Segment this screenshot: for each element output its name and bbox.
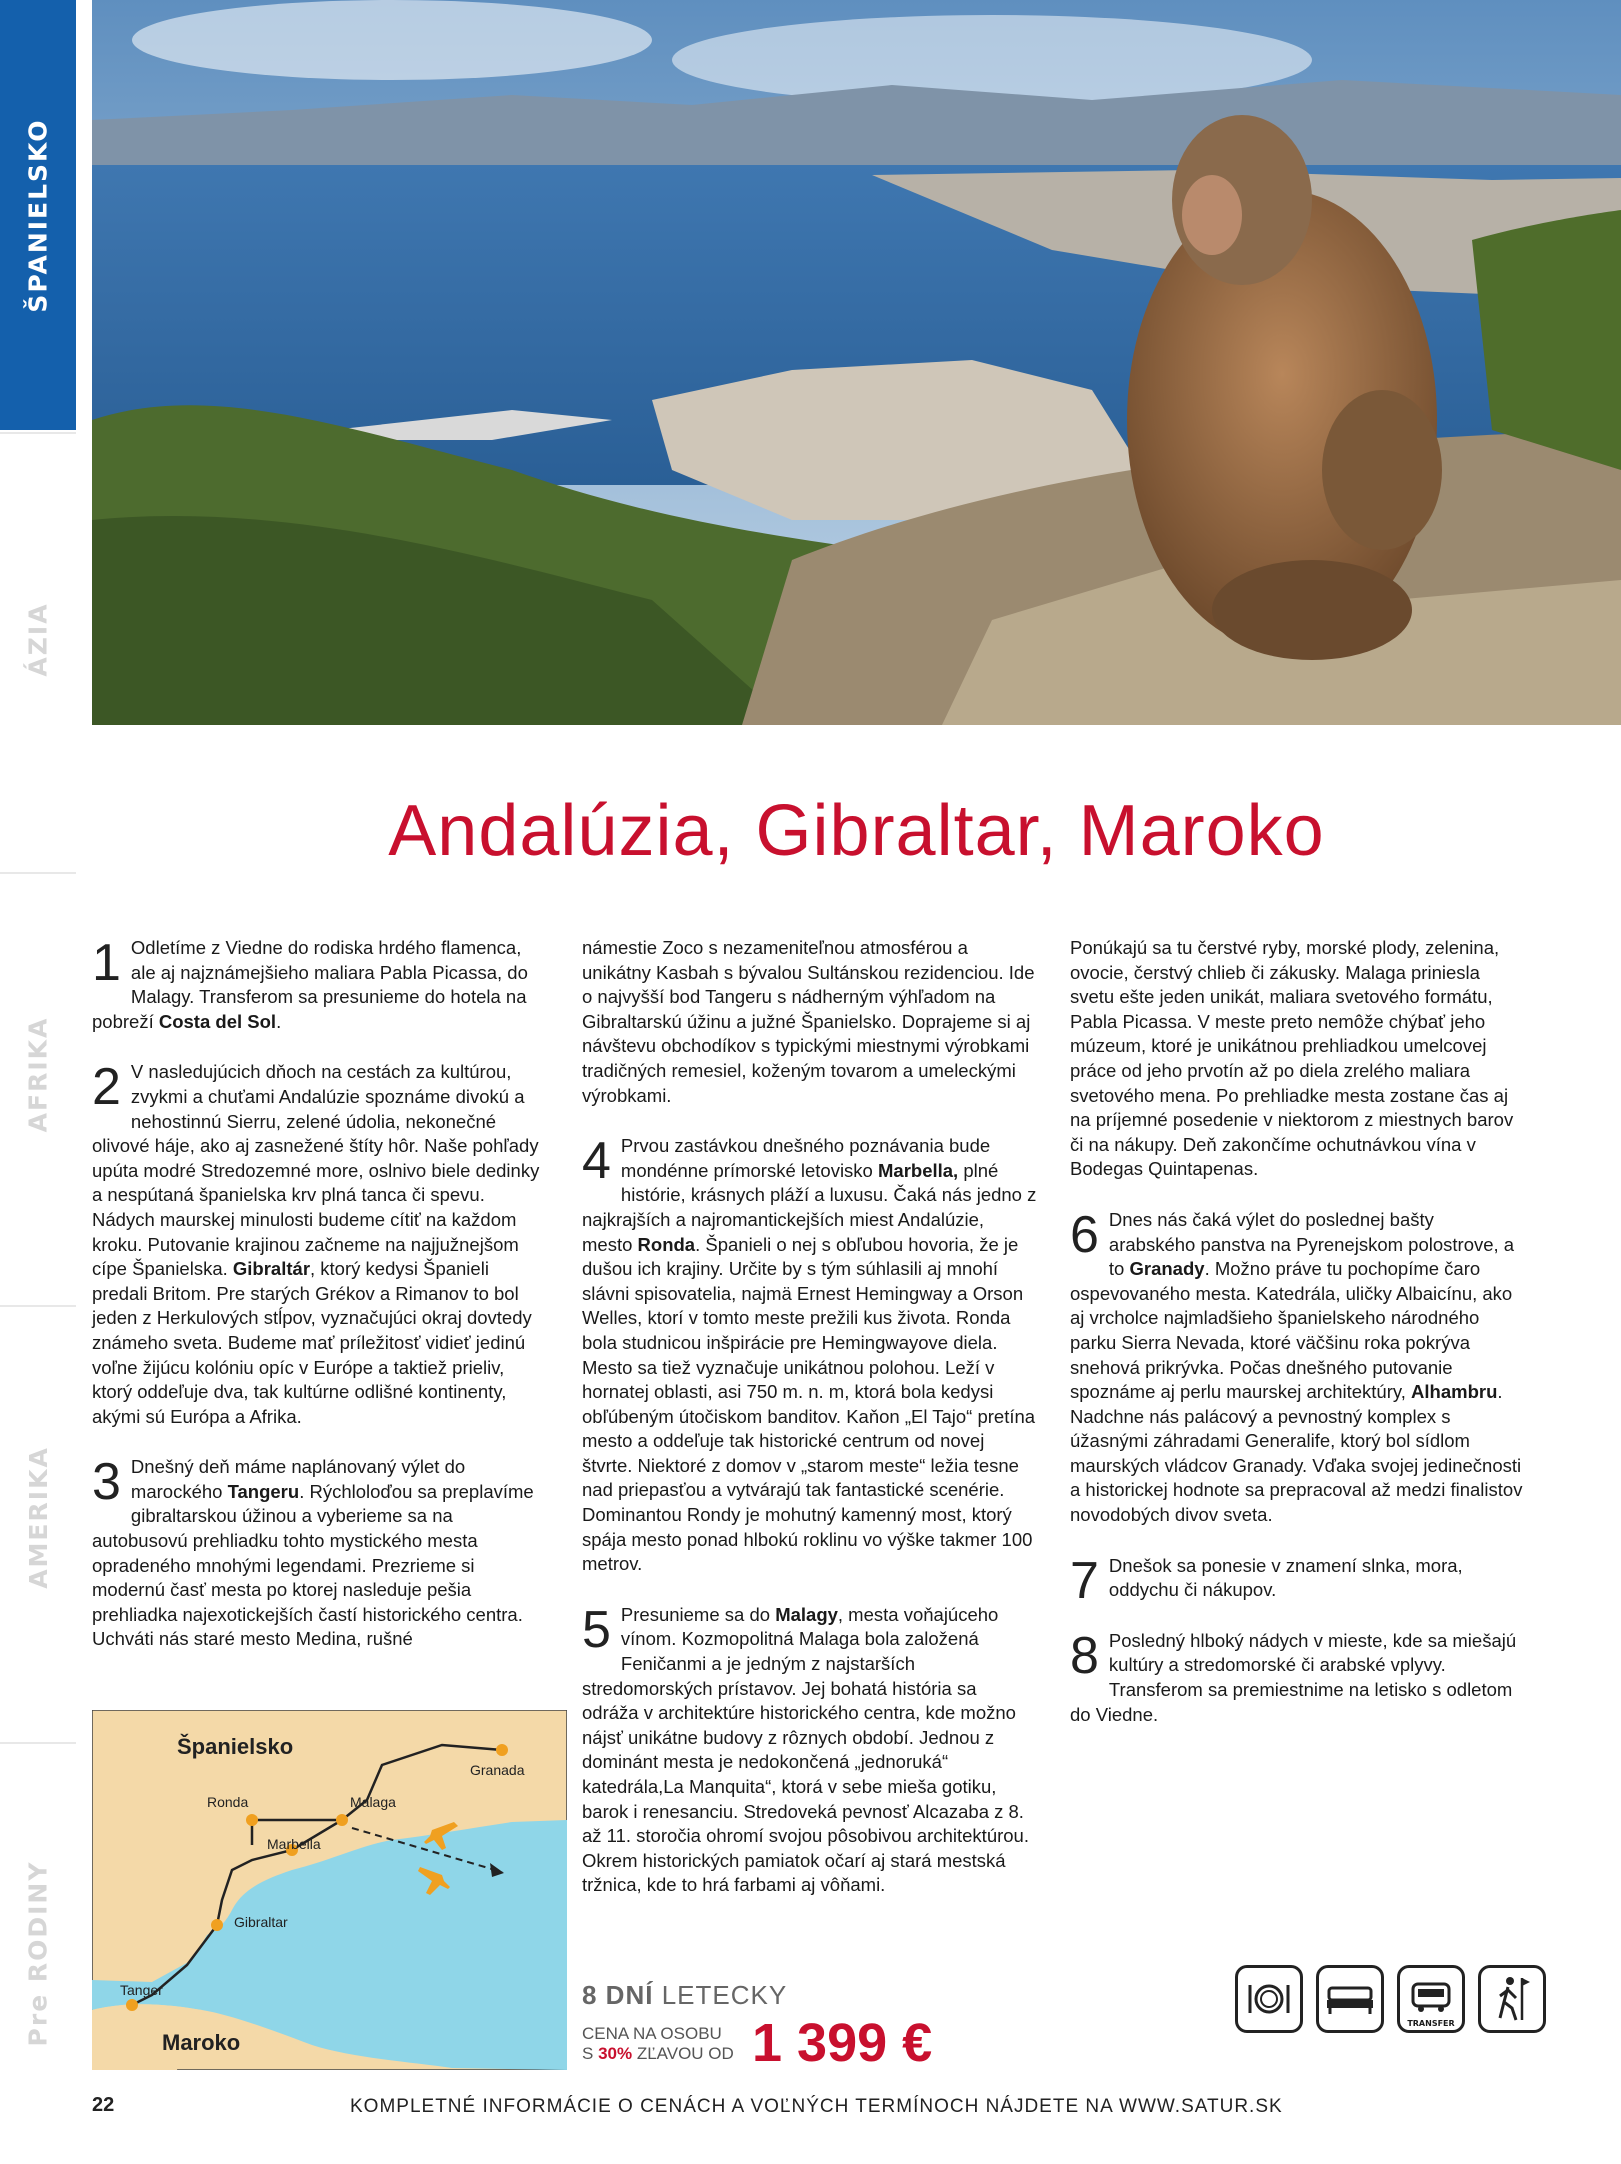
price-value: 1 399 € [752,2013,933,2073]
day-text: Presunieme sa do Malagy, mesta voňajúceho vínom. Kozmopolitná Malaga bola založená Feničanmi a je jedným z najstarších stredomorských prístavov. Jej bohatá história sa odráža v architektúre historického centra, kde možno nájsť unikátne budovy z rôznych období. Jednou z dominánt mesta je nedokončená „jednoruká“ katedrála,La Manquita“, ktorá v sebe mieša gotiku, barok i renesanciu. Stredoveká pevnosť Alcazaba z 8. až 11. storočia ohromí svojou pôsobivou architektúrou. Okrem historických pamiatok očarí aj stará mestská tržnica, kde to hrá farbami aj vôňami. [582,1603,1029,1896]
tab-amerika[interactable] [0,1305,76,1729]
map-label-spain: Španielsko [177,1734,294,1759]
day-number: 6 [1070,1205,1099,1264]
day-item [92,936,547,1034]
day-text: V nasledujúcich dňoch na cestách za kultúrou, zvykmi a chuťami Andalúzie spoznáme divokú a nehostinnú Sierru, zelené údolia, nekonečné olivové háje, ako aj zasnežené štíty hôr. Naše pohľady upúta modré Stredozemné more, oslnivo biele dedinky a nespútaná španielska krv plná tanca či spevu. Nádych maurskej minulosti budeme cítiť na každom kroku. Putovanie krajinou začneme na najjužnejšom cípe Španielska. Gibraltár, ktorý kedysi Španieli predali Britom. Pre starých Grékov a Rimanov to bol jeden z Herkulových stĺpov, vyznačujúci okraj dovtedy známeho sveta. Budeme mať príležitosť vidieť jedinú voľne žijúcu kolóniu opíc v Európe a taktiež prieliv, ktorý oddeľuje dva, tak kultúrne odlišné kontinenty, akými sú Európa a Afrika. [92,1061,540,1427]
day-item [1070,1551,1525,1610]
tab-label: Pre RODINY [23,1860,53,2046]
map-label-morocco: Maroko [162,2030,241,2055]
transfer-bus-icon [1397,1965,1465,2033]
page-title: Andalúzia, Gibraltar, Maroko [388,791,1325,871]
map-marker-granada [496,1744,508,1756]
map-marker-malaga [336,1814,348,1826]
trip-days: 8 DNÍ [582,1980,654,2010]
day-continuation: Ponúkajú sa tu čerstvé ryby, morské plody, zelenina, ovocie, čerstvý chlieb či zákusky. Malaga priniesla svetu ešte jeden unikát, maliara svetového formátu, Pabla Picassa. V meste preto nemôže chýbať jeho múzeum, ktoré je unikátnou prehliadkou umelcovej práce od jeho prvotín až po diela zrelého maliara svetového mena. Po prehliadke mesta zostane čas aj na príjemné posedenie v niektorom z miestnych barov či na nákupy. Deň zakončíme ochutnávkou vína v Bodegas Quintapenas. [1070,937,1514,1180]
day-text: Posledný hlboký nádych v mieste, kde sa miešajú kultúry a stredomorské či arabské vplyvy. Transferom sa premiestnime na letisko s odletom do Viedne. [1070,1629,1517,1725]
tab-afrika[interactable] [0,872,76,1276]
day-number: 2 [92,1058,121,1117]
day-text: Odletíme z Viedne do rodiska hrdého flamenca, ale aj najznámejšieho maliara Pabla Picassa, do Malagy. Transferom sa presunieme do hotela na pobreží Costa del Sol. [92,937,528,1032]
day-item [582,1134,1037,1577]
price-label-line1: CENA NA OSOBU [582,2024,722,2043]
map-marker-ronda [246,1814,258,1826]
trip-length [582,1980,787,2011]
tab-label: ŠPANIELSKO [23,117,53,313]
day-continuation: námestie Zoco s nezameniteľnou atmosférou a unikátny Kasbah s bývalou Sultánskou rezidenciou. Ide o najvyšší bod Tangeru s nádherným výhľadom na Gibraltarskú úžinu a južné Španielsko. Doprajeme si aj návštevu obchodíkov s typickými miestnymi výrobkami tradičných remesiel, koženým tovarom a umeleckými výrobkami. [582,937,1035,1106]
footer-text: KOMPLETNÉ INFORMÁCIE O CENÁCH A VOĽNÝCH TERMÍNOCH NÁJDETE NA WWW.SATUR.SK [350,2096,1283,2117]
tab-pre-rodiny[interactable] [0,1742,76,2164]
day-item [1070,1626,1525,1727]
map-city-label: Ronda [207,1794,249,1810]
bed-icon [1316,1965,1384,2033]
day-text: Dnešný deň máme naplánovaný výlet do marockého Tangeru. Rýchloloďou sa preplavíme gibraltarskou úžinou a vyberieme sa na autobusovú prehliadku tohto mystického mesta opradeného mnohými legendami. Prezrieme si modernú časť mesta po ktorej nasleduje pešia prehliadka najexotickejších častí historického centra. Uchváti nás staré mesto Medina, rušné [92,1456,534,1650]
day-text: Dnes nás čaká výlet do poslednej bašty arabského panstva na Pyrenejskom polostrove, a to Granady. Možno práve tu pochopíme čaro ospevovaného mesta. Katedrála, uličky Albaicínu, ako aj vrcholce najmladšieho španielskeho národného parku Sierra Nevada, ktoré väčšinu roka pokrýva snehová prikrývka. Počas dnešného putovanie spoznáme aj perlu maurskej architektúry, Alhambru. Nadchne nás palácový a pevnostný komplex s úžasnými záhradami Generalife, ktorý bol sídlom maurských vládcov Granady. Vďaka svojej jedinečnosti a historickej hodnote sa prepracoval až medzi finalistov novodobých divov sveta. [1070,1208,1523,1526]
side-navigation [0,0,78,2160]
price-label-rest: ZĽAVOU OD [632,2044,734,2063]
map-marker-tanger [126,1999,138,2011]
day-text: Dnešok sa ponesie v znamení slnka, mora, oddychu či nákupov. [1108,1554,1463,1601]
board-icon [1235,1965,1303,2033]
map-city-label: Granada [470,1762,525,1778]
day-number: 4 [582,1132,611,1191]
map-marker-gibraltar [211,1919,223,1931]
price-label-s: S [582,2044,599,2063]
day-item [92,1060,547,1429]
tab-label: ÁZIA [23,601,53,677]
map-city-label: Malaga [350,1794,396,1810]
amenity-icons [1235,1965,1546,2033]
route-map [92,1710,567,2070]
text-column-3 [1070,936,1525,1753]
map-city-label: Gibraltar [234,1914,288,1930]
day-number: 8 [1070,1626,1099,1685]
day-number: 3 [92,1453,121,1512]
tab-azia[interactable] [0,432,76,846]
day-number: 7 [1070,1551,1099,1610]
text-column-2 [582,936,1037,1924]
day-item [1070,1205,1525,1528]
text-column-1 [92,936,547,1678]
day-number: 1 [92,934,121,992]
discount-percent: 30% [598,2044,633,2063]
page-number: 22 [92,2094,115,2116]
day-text: Prvou zastávkou dnešného poznávania bude mondénne prímorské letovisko Marbella, plné histórie, krásnych pláží a luxusu. Čaká nás jedno z najkrajších a najromantickejších miest Andalúzie, mesto Ronda. Španieli o nej s obľubou hovoria, že je dušou ich krajiny. Určite by s tým súhlasili aj mnohí slávni spisovatelia, najmä Ernest Hemingway a Orson Welles, ktorí v tomto meste prežili kus života. Ronda bola studnicou inšpirácie pre Hemingwayove diela. Mesto sa tiež vyznačuje unikátnou polohou. Leží v hornatej oblasti, asi 750 m. n. m, ktorá bola kedysi obľúbeným útočiskom banditov. Kaňon „El Tajo“ pretína mesto a oddeľuje tak historické centrum od novej štvrte. Niektoré z domov v „starom meste“ ležia tesne nad priepasťou a vytvárajú tak fantastické scenérie. Dominantou Rondy je mohutný kamenný most, ktorý spája mesto ponad hlbokú roklinu vo výške takmer 100 metrov. [582,1135,1037,1575]
hiking-icon [1478,1965,1546,2033]
trip-transport: LETECKY [653,1980,788,2010]
day-item [582,1600,1037,1898]
hero-photo [92,0,1621,725]
tab-spanielsko[interactable] [0,0,76,432]
day-number: 5 [582,1600,611,1659]
tab-label: AFRIKA [23,1016,53,1132]
price-block [582,1980,1042,2080]
transfer-label: TRANSFER [1407,2019,1455,2028]
price-label [582,2024,734,2064]
tab-label: AMERIKA [23,1445,53,1589]
day-item [92,1455,547,1652]
map-city-label: Marbella [267,1836,321,1852]
map-city-label: Tanger [120,1982,163,1998]
